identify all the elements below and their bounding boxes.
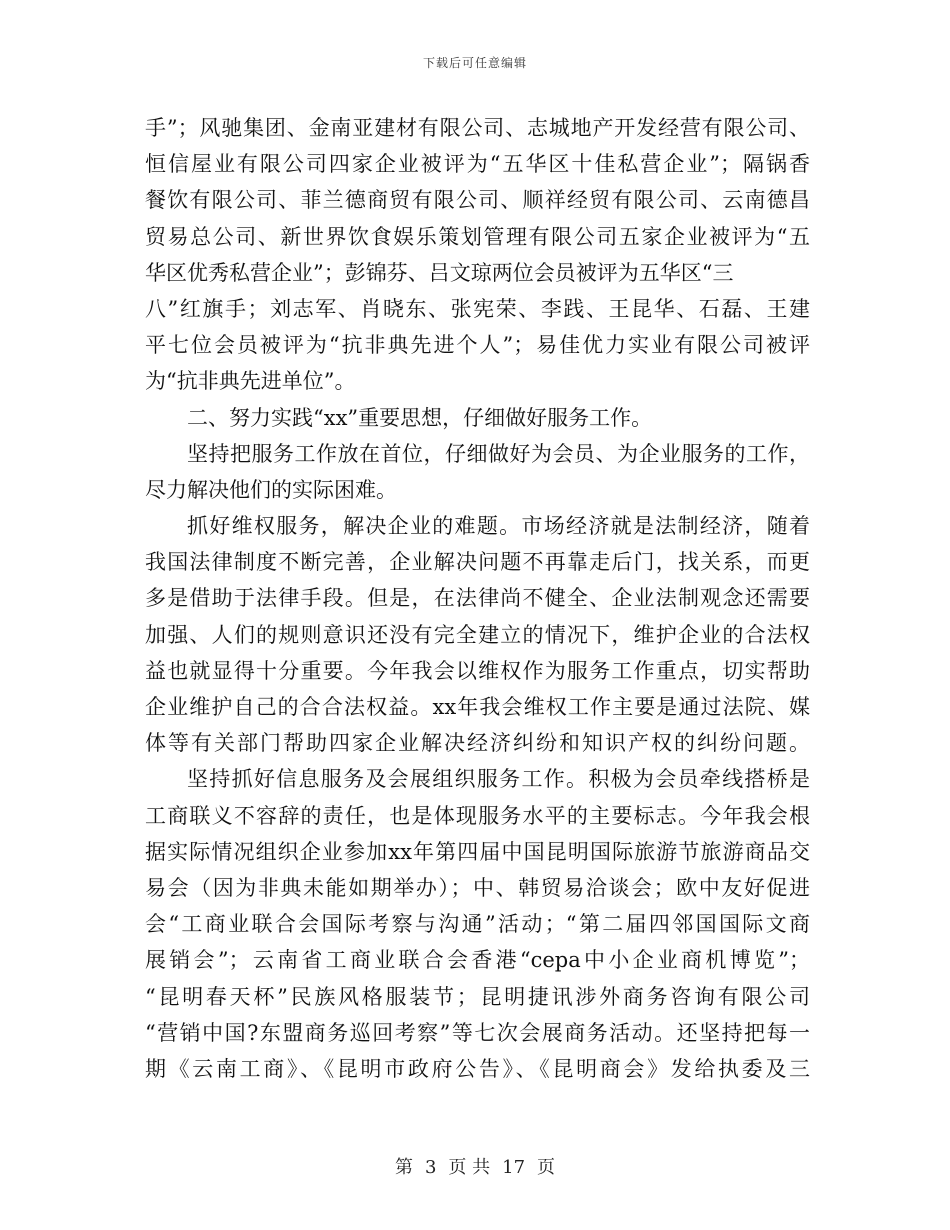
text-line: 企业维护自己的合合法权益。xx年我会维权工作主要是通过法院、媒: [145, 695, 810, 719]
text-line: 八”红旗手；刘志军、肖晓东、张宪荣、李践、王昆华、石磊、王建: [145, 296, 810, 321]
text-line: 我国法律制度不断完善，企业解决问题不再靠走后门，找关系，而更: [145, 550, 810, 575]
text-line: 贸易总公司、新世界饮食娱乐策划管理有限公司五家企业被评为“五: [145, 224, 810, 249]
text-line: 平七位会员被评为“抗非典先进个人”；易佳优力实业有限公司被评: [145, 333, 810, 358]
text-line: 体等有关部门帮助四家企业解决经济纠纷和知识产权的纠纷问题。: [145, 731, 810, 756]
total-page-count: 17: [502, 1157, 526, 1178]
text-line: 二、努力实践“xx”重要思想，仔细做好服务工作。: [187, 405, 653, 430]
footer-middle: 页 共: [448, 1157, 491, 1178]
text-line: 据实际情况组织企业参加xx年第四届中国昆明国际旅游节旅游商品交: [145, 839, 810, 864]
text-line: 坚持抓好信息服务及会展组织服务工作。积极为会员牵线搭桥是: [187, 767, 810, 792]
text-line: 加强、人们的规则意识还没有完全建立的情况下，维护企业的合法权: [145, 622, 810, 647]
text-line: 为“抗非典先进单位”。: [145, 369, 356, 394]
text-line: “昆明春天杯”民族风格服装节；昆明捷讯涉外商务咨询有限公司: [145, 984, 810, 1009]
text-line: 华区优秀私营企业”；彭锦芬、吕文琼两位会员被评为五华区“三: [145, 260, 734, 285]
footer-prefix: 第: [394, 1157, 413, 1178]
text-line: 工商联义不容辞的责任，也是体现服务水平的主要标志。今年我会根: [145, 803, 810, 828]
text-line: 多是借助于法律手段。但是，在法律尚不健全、企业法制观念还需要: [145, 586, 810, 611]
text-line: 恒信屋业有限公司四家企业被评为“五华区十佳私营企业”；隔锅香: [145, 152, 810, 177]
text-line: 坚持把服务工作放在首位，仔细做好为会员、为企业服务的工作，: [187, 441, 810, 466]
text-line: 抓好维权服务，解决企业的难题。市场经济就是法制经济，随着: [187, 514, 810, 539]
text-line: 易会（因为非典未能如期举办）；中、韩贸易洽谈会；欧中友好促进: [145, 875, 810, 900]
text-line: 会“工商业联合会国际考察与沟通”活动；“第二届四邻国国际文商: [145, 912, 810, 937]
text-line: “营销中国?东盟商务巡回考察”等七次会展商务活动。还坚持把每一: [145, 1020, 810, 1045]
page-header: 下载后可任意编辑: [422, 56, 527, 70]
current-page-number: 3: [424, 1157, 437, 1178]
text-line: 期《云南工商》、《昆明市政府公告》、《昆明商会》发给执委及三: [145, 1056, 810, 1081]
text-line: 餐饮有限公司、菲兰德商贸有限公司、顺祥经贸有限公司、云南德昌: [145, 188, 810, 213]
page-footer: [0, 1153, 950, 1179]
text-line: 益也就显得十分重要。今年我会以维权作为服务工作重点，切实帮助: [145, 658, 810, 683]
text-line: 展销会”；云南省工商业联合会香港“cepa中小企业商机博览”；: [145, 948, 810, 973]
text-line: 尽力解决他们的实际困难。: [145, 477, 397, 502]
footer-suffix: 页: [537, 1157, 556, 1178]
text-line: 手”；风驰集团、金南亚建材有限公司、志城地产开发经营有限公司、: [145, 116, 810, 140]
document-body: [145, 110, 810, 1087]
